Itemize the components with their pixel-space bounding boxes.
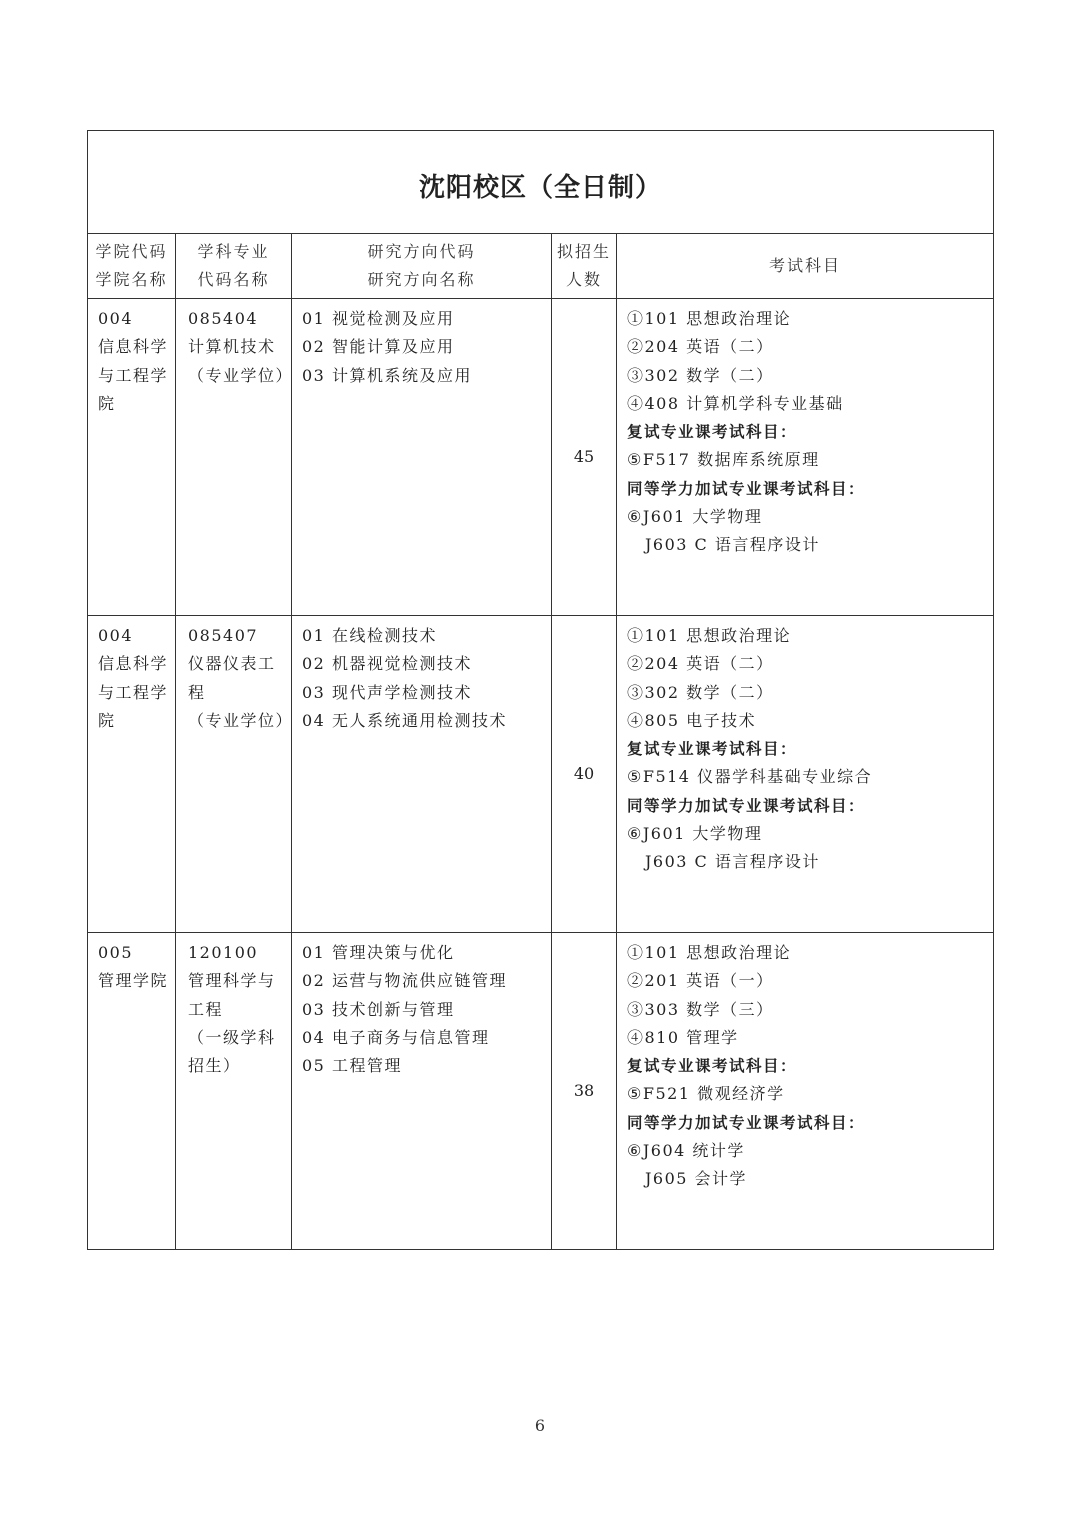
major-cell: [176, 299, 292, 616]
major-code: 120100: [188, 943, 259, 962]
retest-item: ⑤F517 数据库系统原理: [627, 450, 820, 470]
retest-label: 复试专业课考试科目：: [627, 1057, 798, 1076]
college-name-line: 管理学院: [98, 971, 169, 991]
count-cell: [552, 616, 617, 933]
direction-item: 04 电子商务与信息管理: [302, 1027, 490, 1047]
header-exam-label: 考试科目: [769, 256, 842, 275]
major-name-line: （专业学位）: [188, 710, 294, 730]
exam-item: ②204 英语（二）: [627, 654, 774, 674]
table-row: [88, 616, 994, 933]
direction-item: 03 计算机系统及应用: [302, 365, 472, 385]
major-name-line: （专业学位）: [188, 365, 294, 385]
equiv-label: 同等学力加试专业课考试科目：: [627, 479, 866, 498]
equiv-label: 同等学力加试专业课考试科目：: [627, 1113, 866, 1132]
header-direction-line: 研究方向名称: [367, 270, 476, 289]
header-row: [88, 234, 994, 299]
retest-item: ⑤F514 仪器学科基础专业综合: [627, 767, 873, 787]
college-code: 004: [98, 626, 134, 645]
header-direction: [292, 234, 552, 299]
major-name-line: 仪器仪表工: [188, 654, 276, 674]
header-major: [176, 234, 292, 299]
direction-item: 01 在线检测技术: [302, 626, 437, 645]
page-number: 6: [534, 1416, 546, 1435]
college-name-line: 与工程学: [98, 682, 169, 702]
title-row: [88, 131, 994, 234]
header-exam: [617, 234, 994, 299]
exam-item: ④810 管理学: [627, 1027, 739, 1047]
college-name-line: 院: [98, 393, 116, 413]
direction-cell: [292, 616, 552, 933]
college-code: 005: [98, 943, 134, 962]
exam-cell: [617, 933, 994, 1250]
direction-item: 02 智能计算及应用: [302, 337, 455, 357]
major-name-line: 管理科学与: [188, 971, 276, 991]
exam-item: ②204 英语（二）: [627, 337, 774, 357]
exam-item: ①101 思想政治理论: [627, 626, 792, 645]
direction-item: 04 无人系统通用检测技术: [302, 710, 507, 730]
direction-item: 05 工程管理: [302, 1056, 402, 1076]
title-cell: [88, 131, 994, 234]
equiv-item: ⑥J604 统计学: [627, 1141, 745, 1161]
exam-item: ③302 数学（二）: [627, 365, 774, 385]
college-name-line: 信息科学: [98, 654, 169, 674]
exam-item: ④408 计算机学科专业基础: [627, 393, 844, 413]
exam-item: ③303 数学（三）: [627, 999, 774, 1019]
equiv-item: J603 C 语言程序设计: [645, 535, 820, 555]
equiv-item: ⑥J601 大学物理: [627, 507, 763, 527]
retest-label: 复试专业课考试科目：: [627, 740, 798, 759]
college-cell: [88, 616, 176, 933]
header-college: [88, 234, 176, 299]
direction-cell: [292, 933, 552, 1250]
major-cell: [176, 933, 292, 1250]
exam-item: ④805 电子技术: [627, 710, 757, 730]
college-cell: [88, 299, 176, 616]
major-cell: [176, 616, 292, 933]
major-name-line: 招生）: [188, 1056, 241, 1076]
exam-item: ①101 思想政治理论: [627, 309, 792, 328]
header-college-line: 学院名称: [95, 270, 168, 289]
table-row: [88, 933, 994, 1250]
major-name-line: 计算机技术: [188, 337, 276, 357]
direction-item: 01 管理决策与优化: [302, 943, 455, 962]
college-code: 004: [98, 309, 134, 328]
exam-item: ②201 英语（一）: [627, 971, 774, 991]
header-count-line: 人数: [565, 270, 602, 289]
count-cell: [552, 299, 617, 616]
equiv-item: J605 会计学: [645, 1169, 748, 1189]
exam-cell: [617, 299, 994, 616]
major-code: 085407: [188, 626, 259, 645]
exam-cell: [617, 616, 994, 933]
direction-item: 03 现代声学检测技术: [302, 682, 472, 702]
header-count: [552, 234, 617, 299]
equiv-item: J603 C 语言程序设计: [645, 852, 820, 872]
header-major-line: 学科专业: [197, 242, 270, 261]
enrollment-count: 38: [573, 1080, 595, 1100]
major-name-line: （一级学科: [188, 1027, 276, 1047]
major-name-line: 程: [188, 682, 206, 702]
direction-item: 01 视觉检测及应用: [302, 309, 455, 328]
exam-item: ③302 数学（二）: [627, 682, 774, 702]
direction-item: 02 机器视觉检测技术: [302, 654, 472, 674]
enrollment-count: 45: [573, 446, 595, 466]
direction-cell: [292, 299, 552, 616]
enrollment-count: 40: [573, 763, 595, 783]
college-name-line: 与工程学: [98, 365, 169, 385]
exam-item: ①101 思想政治理论: [627, 943, 792, 962]
equiv-item: ⑥J601 大学物理: [627, 824, 763, 844]
header-college-line: 学院代码: [95, 242, 168, 261]
equiv-label: 同等学力加试专业课考试科目：: [627, 796, 866, 815]
college-name-line: 信息科学: [98, 337, 169, 357]
header-direction-line: 研究方向代码: [367, 242, 476, 261]
admissions-table: [87, 130, 994, 1250]
header-major-line: 代码名称: [197, 270, 270, 289]
college-cell: [88, 933, 176, 1250]
college-name-line: 院: [98, 710, 116, 730]
header-count-line: 拟招生: [556, 242, 611, 261]
direction-item: 02 运营与物流供应链管理: [302, 971, 507, 991]
direction-item: 03 技术创新与管理: [302, 999, 455, 1019]
retest-item: ⑤F521 微观经济学: [627, 1084, 785, 1104]
table-row: [88, 299, 994, 616]
major-code: 085404: [188, 309, 259, 328]
retest-label: 复试专业课考试科目：: [627, 423, 798, 442]
major-name-line: 工程: [188, 999, 224, 1019]
count-cell: [552, 933, 617, 1250]
page-title: 沈阳校区（全日制）: [419, 173, 663, 204]
